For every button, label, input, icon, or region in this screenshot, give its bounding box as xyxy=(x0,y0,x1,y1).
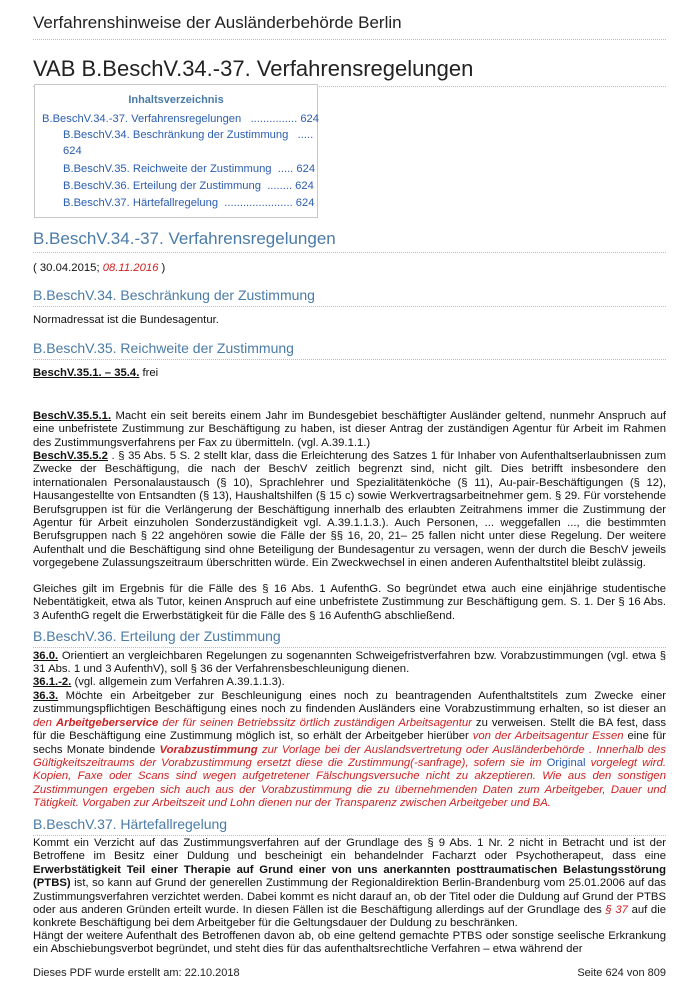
footer-created-date: Dieses PDF wurde erstellt am: 22.10.2018 xyxy=(33,967,240,979)
changed-date: 08.11.2016 xyxy=(102,262,159,274)
toc-entry[interactable]: B.BeschV.36. Erteilung der Zustimmung ........ 624 xyxy=(63,180,314,192)
toc-title: Inhaltsverzeichnis xyxy=(128,94,224,106)
section-heading-36: B.BeschV.36. Erteilung der Zustimmung xyxy=(33,628,666,648)
paragraph-ref: BeschV.35.5.1. xyxy=(33,410,112,422)
section-heading: B.BeschV.34.-37. Verfahrensregelungen xyxy=(33,229,666,253)
original-link[interactable]: Original xyxy=(546,757,586,770)
paragraph-ref: 36.1.-2. xyxy=(33,676,72,688)
paragraph: Kommt ein Verzicht auf das Zustimmungsverfahren auf der Grundlage des § 9 Abs. 1 Nr. 2 nicht in Betracht und ist der Betroffene im Besitz einer Duldung und bescheinigt ein behandelnder Facharzt oder Psychotherapeut, dass eine Erwerbstätigkeit Teil einer Therapie auf Grund einer von uns anerkannten posttraumatischen Belastungsstörung (PTBS) ist, so kann auf Grund der generellen Zustimmung der Regionaldirektion Berlin-Brandenburg vom 25.01.2006 auf das Zustimmungsverfahren verzichtet werden. Dabei kommt es nicht darauf an, ob der Titel oder die Duldung auf Grund der PTBS oder aus anderen Gründen erteilt wurde. In diesen Fällen ist die Beschäftigung allerdings auf der Grundlage des § 37 auf die konkrete Beschäftigung bei dem Arbeitgeber für die Geltungsdauer der Duldung zu beschränken. xyxy=(33,837,666,930)
paragraph: 36.3. Möchte ein Arbeitgeber zur Beschleunigung eines noch zu beantragenden Aufenthaltstitels zum Zwecke einer zustimmungspflichtigen Beschäftigung eines noch zu findenden Ausländers eine Vorabzustimmung erhalten, so ist dieser an den Arbeitgeberservice der für seinen Betriebssitz örtlich zuständigen Arbeitsagentur zu verweisen. Stellt die BA fest, dass für die Beschäftigung eine Zustimmung möglich ist, so erhält der Arbeitgeber hierüber von der Arbeitsagentur Essen eine für sechs Monate bindende Vorabzustimmung zur Vorlage bei der Auslandsvertretung oder Ausländerbehörde . Innerhalb des Gültigkeitszeitraums der Vorabzustimmung ersetzt diese die Zustimmung(-sanfrage), sofern sie im Original vorgelegt wird. Kopien, Faxe oder Scans sind wegen aufgetretener Fälschungsversuche nicht zu akzeptieren. Wie aus den sonstigen Zustimmungen ergeben sich auch aus der Vorabzustimmung die zu übernehmenden Daten zum Arbeitgeber, Dauer und Tätigkeit. Vorgaben zur Arbeitszeit und Lohn dienen nur der Transparenz zwischen Arbeitgeber und BA. xyxy=(33,690,666,810)
paragraph: 36.1.-2. (vgl. allgemein zum Verfahren A.39.1.1.3). xyxy=(33,676,285,688)
table-of-contents xyxy=(34,84,318,218)
document-title: VAB B.BeschV.34.-37. Verfahrensregelungen xyxy=(33,56,666,87)
paragraph: BeschV.35.5.1. Macht ein seit bereits einem Jahr im Bundesgebiet beschäftigter Ausländer geltend, nunmehr Anspruch auf eine unbefristete Zustimmung zur Beschäftigung zu haben, ist dieser Antrag der zuständigen Agentur für Arbeit im Rahmen des Zustimmungsverfahrens per Fax zu übermitteln. (vgl. A.39.1.1.) xyxy=(33,410,666,449)
paragraph: Normadressat ist die Bundesagentur. xyxy=(33,314,219,326)
paragraph: BeschV.35.5.2 . § 35 Abs. 5 S. 2 stellt klar, dass die Erleichterung des Satzes 1 für Inhaber von Aufenthaltserlaubnissen zum Zwecke der Beschäftigung, die nach der BeschV zeitlich begrenzt sind, nicht gilt. Dies betrifft insbesondere den internationalen Personalaustausch (§ 10), Sprachlehrer und Spezialitätenköche (§ 11), Au-pair-Beschäftigungen (§ 12), Hausangestellte von Entsandten (§ 13), Haushaltshilfen (§ 15 c) sowie Werkvertragsarbeitnehmer gem. § 29. Für vorstehende Berufsgruppen ist für die Verlängerung der Beschäftigung innerhalb des erlaubten Zeitrahmens immer die Zustimmung der Agentur für Arbeit einzuholen Sonderzuständigkeit vgl. A.39.1.1.3.). Auch Personen, ... weggefallen ..., die bestimmten Berufsgruppen nach § 22 angehören sowie die Fälle der §§ 16, 20, 21– 25 fallen nicht unter diese Regelung. Der weitere Aufenthalt und die Beschäftigung sind ohne Beteiligung der Bundesagentur zu versagen, wenn der durch die BeschV jeweils vorgegebene Zulassungszeitraum überschritten würde. Ein Zweckwechsel in einen anderen Aufenthaltstitel bleibt zulässig. xyxy=(33,450,666,570)
paragraph-ref: BeschV.35.5.2 xyxy=(33,450,108,462)
toc-entry[interactable]: B.BeschV.37. Härtefallregelung ...................... 624 xyxy=(63,197,315,209)
section-heading-35: B.BeschV.35. Reichweite der Zustimmung xyxy=(33,340,666,360)
site-header-title: Verfahrenshinweise der Ausländerbehörde Berlin xyxy=(33,13,666,40)
toc-entry[interactable]: B.BeschV.34. Beschränkung der Zustimmung ..... xyxy=(63,129,314,141)
paragraph: 36.0. Orientiert an vergleichbaren Regelungen zu sogenannten Schweigefristverfahren bzw. Vorabzustimmungen (vgl. etwa § 31 Abs. 1 und 3 AufenthV), soll § 36 der Verfahrensbeschleunigung dienen. xyxy=(33,650,666,676)
toc-entry[interactable]: B.BeschV.35. Reichweite der Zustimmung ..... 624 xyxy=(63,163,316,175)
paragraph: Gleiches gilt im Ergebnis für die Fälle des § 16 Abs. 1 AufenthG. So begründet etwa auch eine einjährige studentische Nebentätigkeit, etwa als Tutor, keinen Anspruch auf eine unbefristete Zustimmung zur Beschäftigung gem. S. 1. Der § 16 Abs. 3 AufenthG regelt die Erwerbstätigkeit für die Fälle des § 16 AufenthG abschließend. xyxy=(33,583,666,622)
section-heading-34: B.BeschV.34. Beschränkung der Zustimmung xyxy=(33,287,666,307)
paragraph-ref: 36.3. xyxy=(33,690,59,702)
date-line: ( 30.04.2015; 08.11.2016 ) xyxy=(33,262,166,274)
footer-page-number: Seite 624 von 809 xyxy=(577,967,666,979)
paragraph-ref: 36.0. xyxy=(33,650,59,662)
section-heading-37: B.BeschV.37. Härtefallregelung xyxy=(33,816,666,836)
paragraph-ref: BeschV.35.1. – 35.4. xyxy=(33,367,140,379)
paragraph: BeschV.35.1. – 35.4. frei xyxy=(33,367,159,379)
toc-entry-page-wrap[interactable]: 624 xyxy=(63,145,82,157)
paragraph: Hängt der weitere Aufenthalt des Betroffenen davon ab, ob eine geltend gemachte PTBS oder sonstige seelische Erkrankung ein Abschiebungsverbot begründet, und steht dies für das aufenthaltsrechtliche Verfahren – etwa während der xyxy=(33,930,666,956)
toc-entry[interactable]: B.BeschV.34.-37. Verfahrensregelungen ............... 624 xyxy=(42,113,319,125)
